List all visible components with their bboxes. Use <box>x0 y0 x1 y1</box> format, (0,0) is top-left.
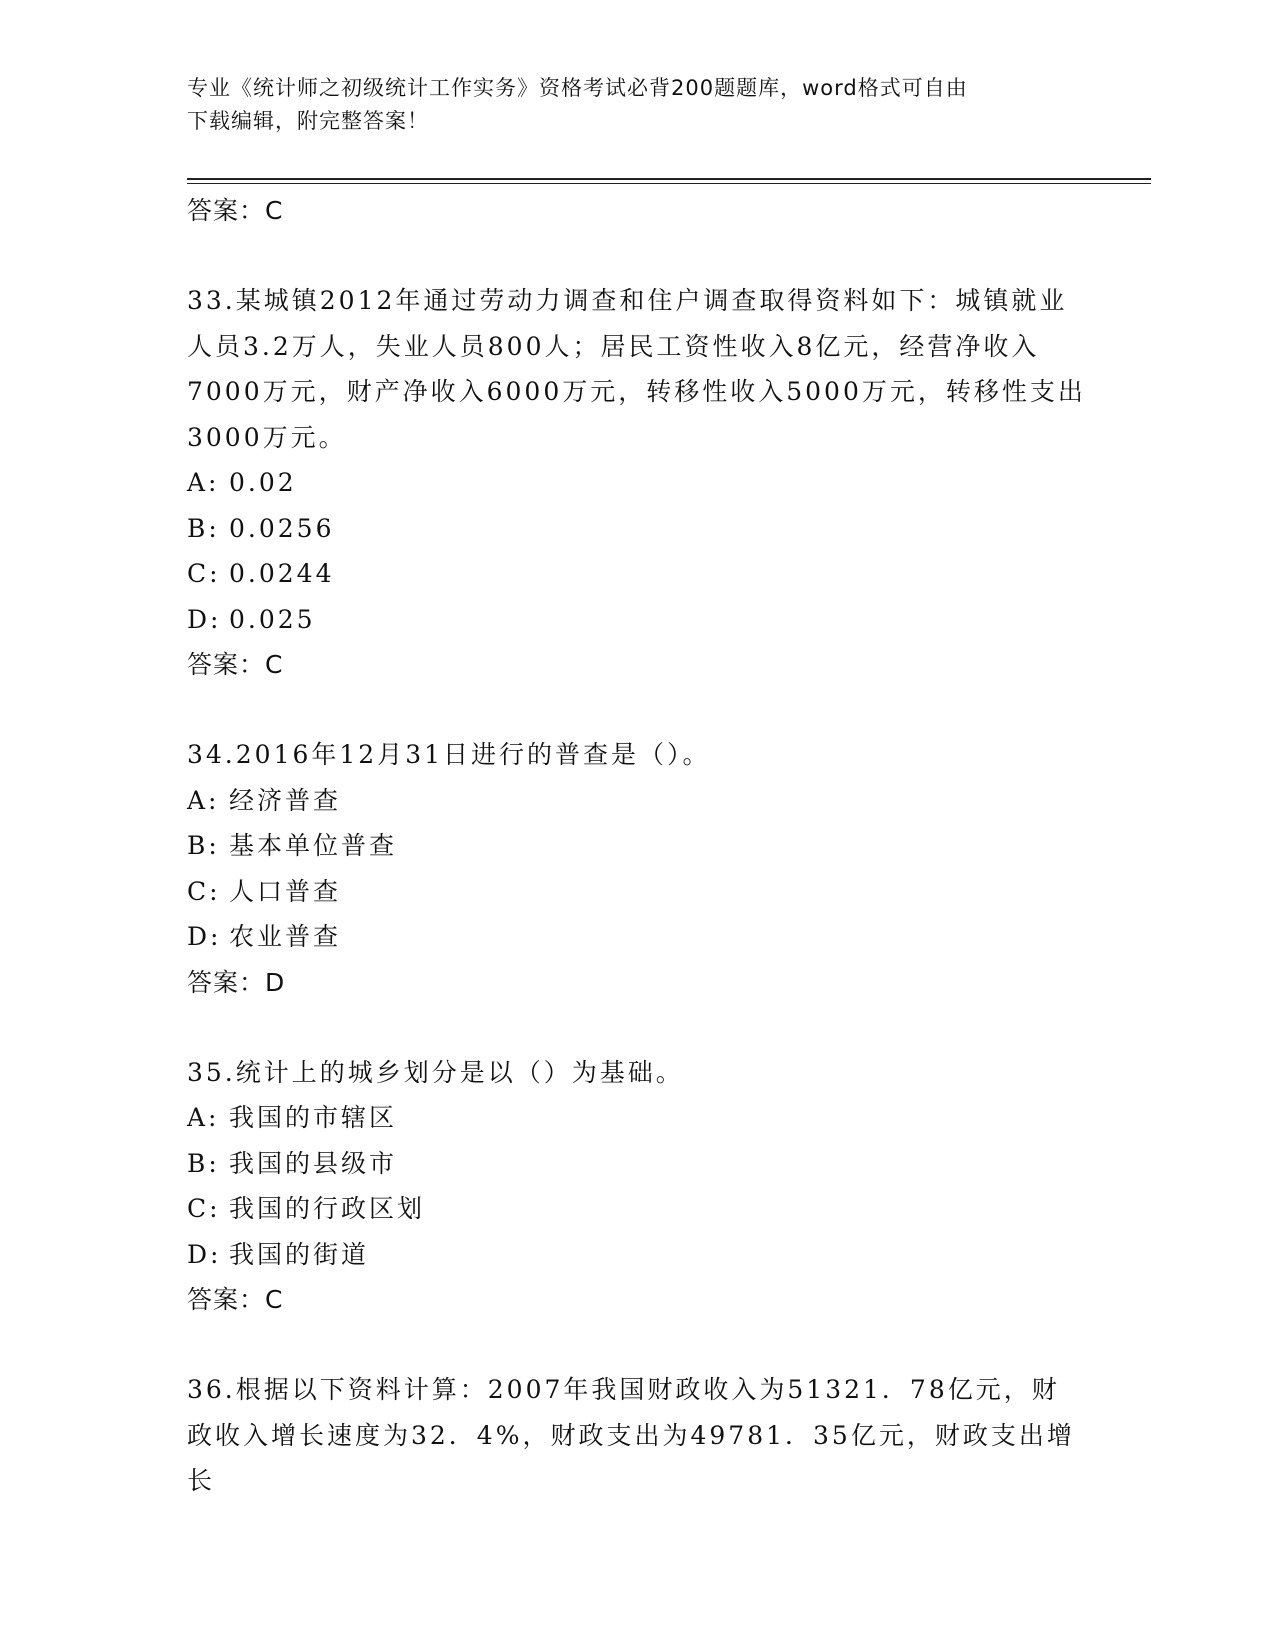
answer-line <box>187 1277 1087 1322</box>
option-text: 0.025 <box>229 604 316 634</box>
option-b <box>187 1141 1087 1187</box>
option-text: 我国的市辖区 <box>229 1103 398 1132</box>
answer-prefix: 答案： <box>187 1285 266 1314</box>
answer-value: C <box>265 196 284 225</box>
option-text: 0.02 <box>229 468 297 497</box>
option-c <box>187 551 1087 597</box>
question-text: 36.根据以下资料计算：2007年我国财政收入为51321．78亿元，财政收入增长速度为32．4%，财政支出为49781．35亿元，财政支出增长 <box>187 1375 1075 1495</box>
option-c <box>187 1186 1087 1232</box>
option-letter: D: <box>187 922 222 951</box>
answer-line <box>187 188 1087 233</box>
option-d <box>187 597 1087 643</box>
option-letter: A: <box>187 785 220 815</box>
answer-prefix: 答案： <box>187 196 266 225</box>
option-d <box>187 1232 1087 1278</box>
option-text: 农业普查 <box>229 922 342 951</box>
option-letter: C: <box>187 876 221 906</box>
option-letter: A: <box>187 468 220 497</box>
option-text: 基本单位普查 <box>229 831 398 860</box>
question-block <box>187 278 1087 687</box>
answer-line <box>187 960 1087 1005</box>
answer-prefix: 答案： <box>187 650 266 679</box>
option-a <box>187 460 1087 506</box>
option-b <box>187 823 1087 869</box>
header-rule-thick <box>187 178 1151 180</box>
question-text: 33.某城镇2012年通过劳动力调查和住户调查取得资料如下：城镇就业人员3.2万人，失业人员800人；居民工资性收入8亿元，经营净收入7000万元，财产净收入6000万元，转移性收入5000万元，转移性支出3000万元。 <box>187 286 1086 452</box>
option-a <box>187 1095 1087 1141</box>
question-text: 34.2016年12月31日进行的普查是（）。 <box>187 740 711 769</box>
option-text: 0.0256 <box>229 513 335 543</box>
question-block <box>187 1367 1087 1504</box>
option-b <box>187 506 1087 552</box>
option-letter: B: <box>187 1148 220 1178</box>
answer-value: C <box>265 650 284 679</box>
header-line-1: 专业《统计师之初级统计工作实务》资格考试必背200题题库，word格式可自由 <box>187 76 968 100</box>
option-text: 我国的行政区划 <box>229 1194 426 1223</box>
question-block <box>187 1050 1087 1323</box>
option-letter: B: <box>187 831 220 860</box>
option-letter: B: <box>187 513 220 543</box>
option-letter: A: <box>187 1103 220 1132</box>
option-text: 我国的街道 <box>229 1239 370 1269</box>
option-c <box>187 869 1087 915</box>
answer-value: D <box>265 967 286 997</box>
page-header <box>187 72 1067 138</box>
answer-prefix: 答案： <box>187 967 266 997</box>
option-text: 经济普查 <box>229 785 342 815</box>
header-line-2: 下载编辑，附完整答案！ <box>187 109 429 133</box>
option-text: 人口普查 <box>229 876 342 906</box>
option-letter: C: <box>187 1194 221 1223</box>
option-letter: D: <box>187 604 222 634</box>
question-list <box>187 188 1087 1504</box>
option-letter: C: <box>187 559 221 588</box>
header-rule-thin <box>187 183 1151 184</box>
option-text: 我国的县级市 <box>229 1148 398 1178</box>
option-a <box>187 778 1087 824</box>
answer-line <box>187 642 1087 687</box>
option-letter: D: <box>187 1239 222 1269</box>
option-text: 0.0244 <box>229 559 335 588</box>
question-block <box>187 732 1087 1005</box>
option-d <box>187 914 1087 960</box>
answer-value: C <box>265 1285 284 1314</box>
question-text: 35.统计上的城乡划分是以（）为基础。 <box>187 1057 684 1087</box>
